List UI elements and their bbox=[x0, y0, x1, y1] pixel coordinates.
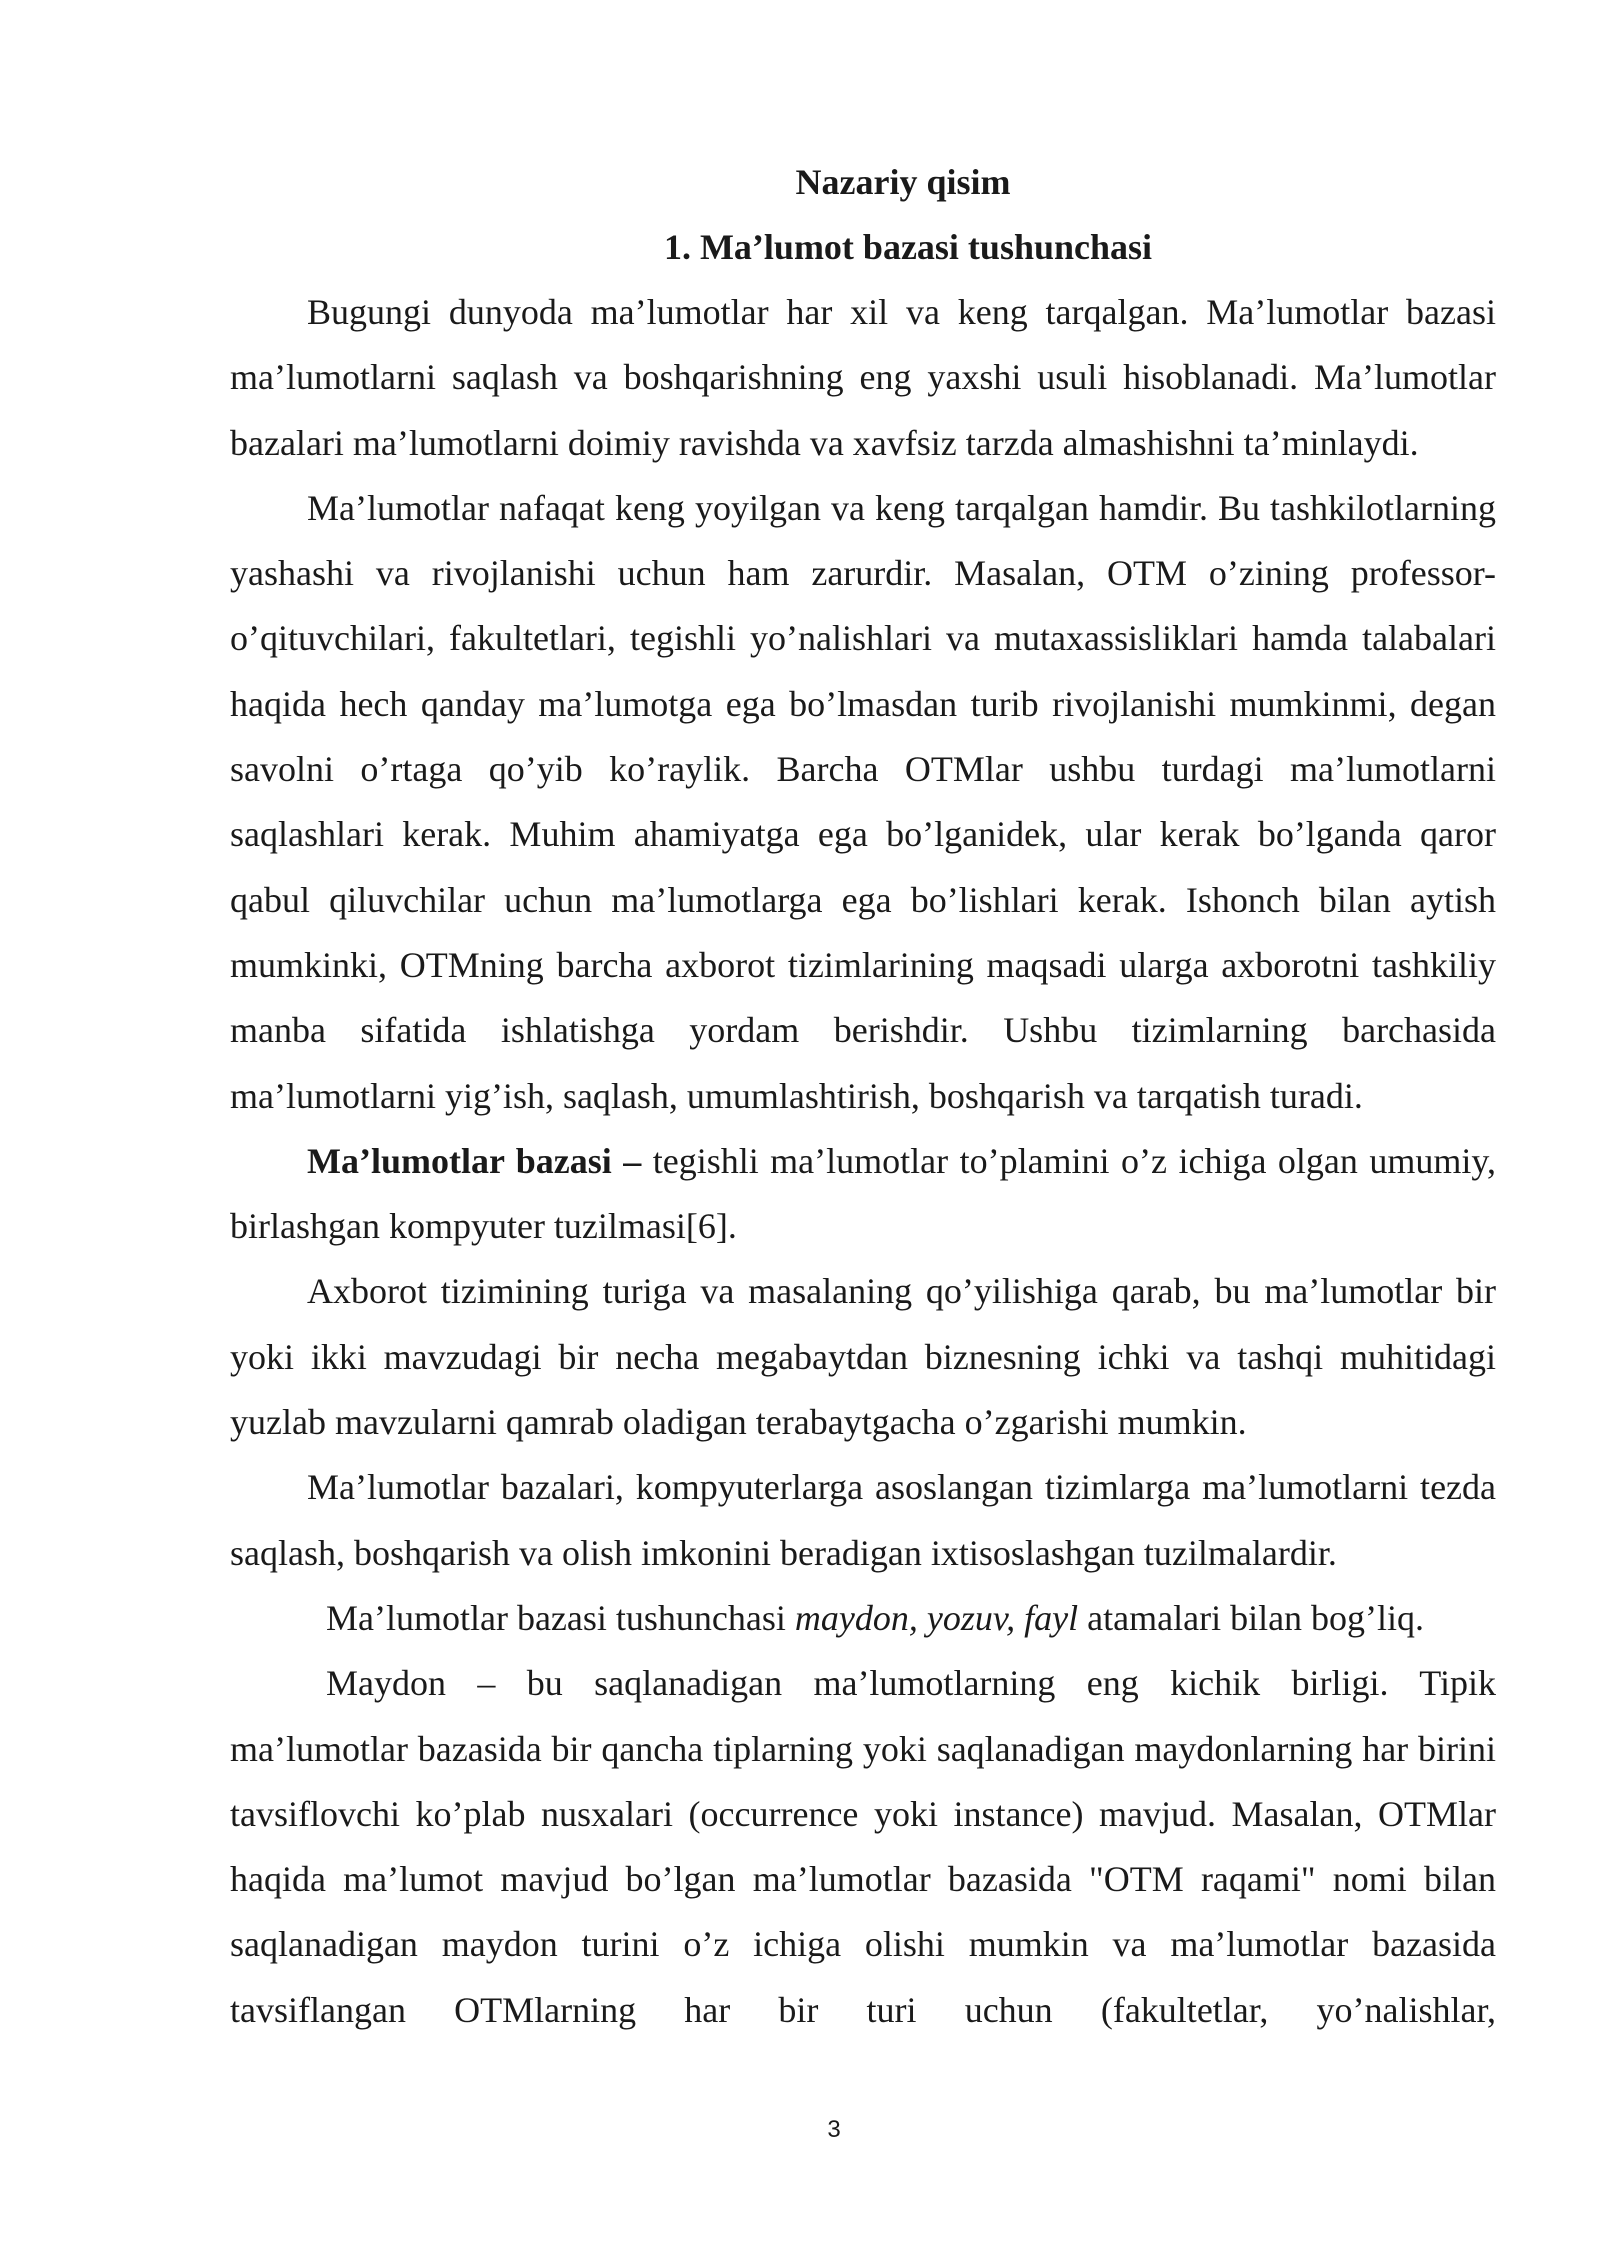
paragraph-6 bbox=[230, 1586, 1496, 1651]
section-title: Nazariy qisim bbox=[795, 162, 1011, 202]
definition-term: Ma’lumotlar bazasi – bbox=[307, 1140, 642, 1181]
paragraph-5: Ma’lumotlar bazalari, kompyuterlarga asoslangan tizimlarga ma’lumotlarni tezda saqlash, boshqarish va olish imkonini beradigan ixtisoslashgan tuzilmalardir. bbox=[230, 1467, 1496, 1573]
paragraph-1: Bugungi dunyoda ma’lumotlar har xil va keng tarqalgan. Ma’lumotlar bazasi ma’lumotlarni saqlash va boshqarishning eng yaxshi usuli hisoblanadi. Ma’lumotlar bazalari ma’lumotlarni doimiy ravishda va xavfsiz tarzda almashishni ta’minlaydi. bbox=[230, 292, 1496, 463]
paragraph-3-definition bbox=[230, 1129, 1496, 1260]
subsection-title: 1. Ma’lumot bazasi tushunchasi bbox=[663, 227, 1153, 267]
paragraph-6-tail: atamalari bilan bog’liq. bbox=[1078, 1597, 1425, 1638]
document-page bbox=[230, 150, 1496, 2043]
definition-text: tegishli ma’lumotlar to’plamini o’z ichiga olgan umumiy, birlashgan kompyuter tuzilmasi[6]. bbox=[230, 1140, 1496, 1247]
paragraph-7: Maydon – bu saqlanadigan ma’lumotlarning eng kichik birligi. Tipik ma’lumotlar bazasida bir qancha tiplarning yoki saqlanadigan maydonlarning har birini tavsiflovchi ko’plab nusxalari (occurrence yoki instance) mavjud. Masalan, OTMlar haqida ma’lumot mavjud bo’lgan ma’lumotlar bazasida "OTM raqami" nomi bilan saqlanadigan maydon turini o’z ichiga olishi mumkin va ma’lumotlar bazasida tavsiflangan OTMlarning har bir turi uchun (fakultetlar, yo’nalishlar, bbox=[230, 1663, 1496, 2030]
paragraph-6-lead: Ma’lumotlar bazasi tushunchasi bbox=[326, 1597, 795, 1638]
page-number: 3 bbox=[827, 2116, 841, 2143]
paragraph-6-terms: maydon, yozuv, fayl bbox=[794, 1597, 1079, 1638]
paragraph-2: Ma’lumotlar nafaqat keng yoyilgan va keng tarqalgan hamdir. Bu tashkilotlarning yashashi va rivojlanishi uchun ham zarurdir. Masalan, OTM o’zining professor-o’qituvchilari, fakultetlari, tegishli yo’nalishlari va mutaxassisliklari hamda talabalari haqida hech qanday ma’lumotga ega bo’lmasdan turib rivojlanishi mumkinmi, degan savolni o’rtaga qo’yib ko’raylik. Barcha OTMlar ushbu turdagi ma’lumotlarni saqlashlari kerak. Muhim ahamiyatga ega bo’lganidek, ular kerak bo’lganda qaror qabul qiluvchilar uchun ma’lumotlarga ega bo’lishlari kerak. Ishonch bilan aytish mumkinki, OTMning barcha axborot tizimlarining maqsadi ularga axborotni tashkiliy manba sifatida ishlatishga yordam berishdir. Ushbu tizimlarning barchasida ma’lumotlarni yig’ish, saqlash, umumlashtirish, boshqarish va tarqatish turadi. bbox=[230, 487, 1496, 1116]
paragraph-4: Axborot tizimining turiga va masalaning qo’yilishiga qarab, bu ma’lumotlar bir yoki ikki mavzudagi bir necha megabaytdan biznesning ichki va tashqi muhitidagi yuzlab mavzularni qamrab oladigan terabaytgacha o’zgarishi mumkin. bbox=[230, 1271, 1496, 1443]
